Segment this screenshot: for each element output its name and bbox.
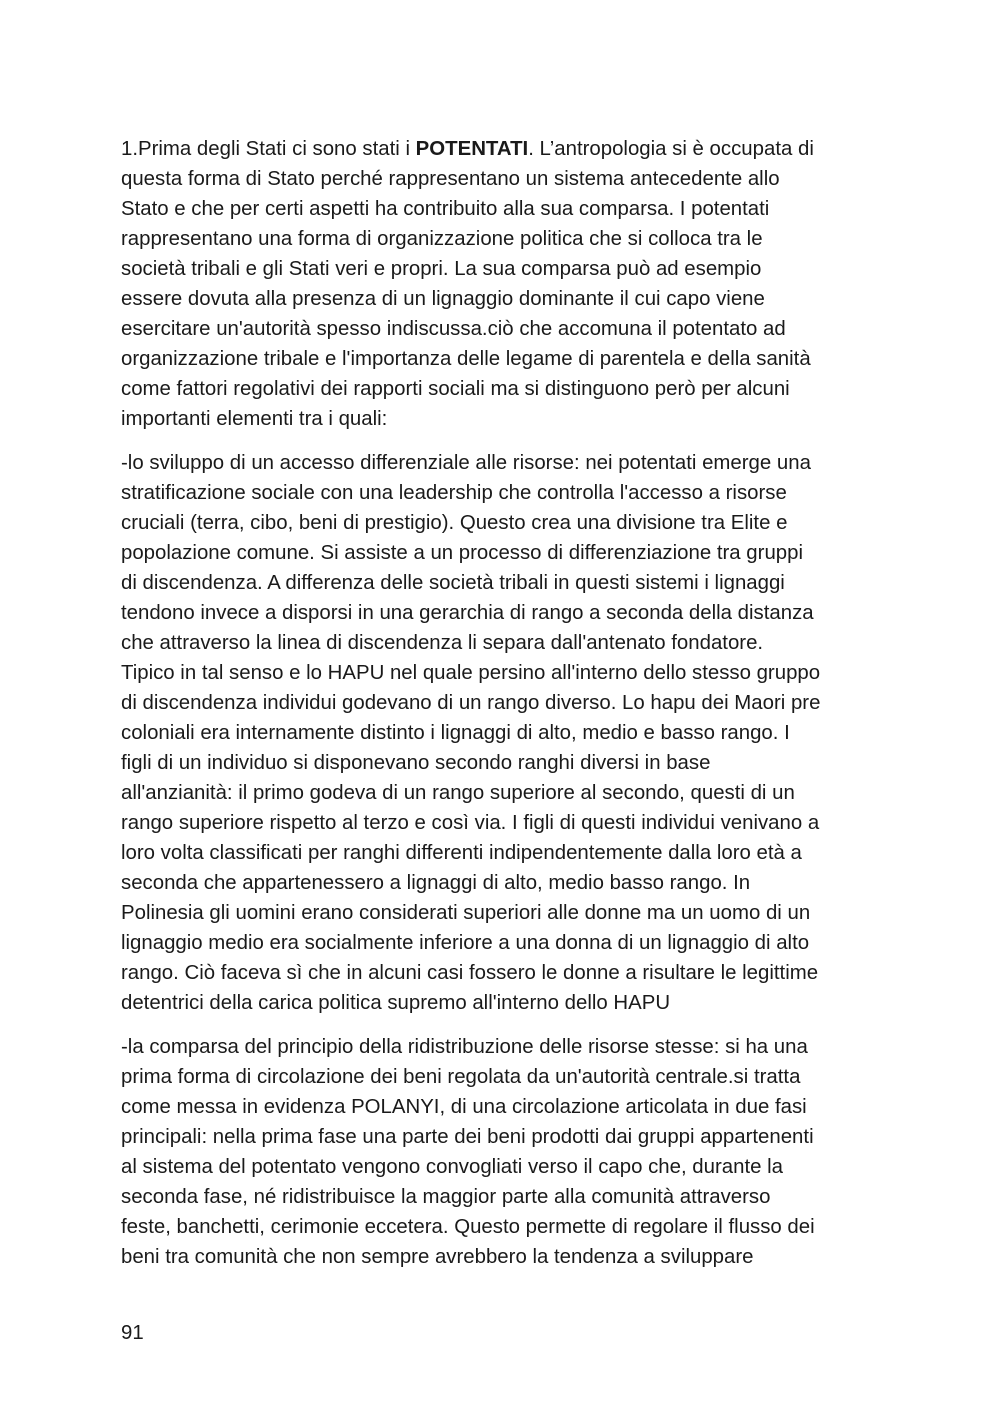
- paragraph-line: rango. Ciò faceva sì che in alcuni casi fossero le donne a risultare le legittime: [121, 962, 819, 984]
- paragraph-line: beni tra comunità che non sempre avrebbero la tendenza a sviluppare: [121, 1246, 754, 1268]
- paragraph-line: tendono invece a disporsi in una gerarchia di rango a seconda della distanza: [121, 602, 814, 624]
- paragraph-line: al sistema del potentato vengono convogliati verso il capo che, durante la: [121, 1156, 783, 1178]
- text-run: . L’antropologia si è occupata di: [528, 138, 814, 160]
- document-page: [121, 134, 885, 1286]
- paragraph-line: di discendenza. A differenza delle società tribali in questi sistemi i lignaggi: [121, 572, 785, 594]
- paragraph-ridistribuzione: [121, 1032, 885, 1272]
- paragraph-line: Tipico in tal senso e lo HAPU nel quale persino all'interno dello stesso gruppo: [121, 662, 821, 684]
- paragraph-line: società tribali e gli Stati veri e propri. La sua comparsa può ad esempio: [121, 258, 762, 280]
- paragraph-line: che attraverso la linea di discendenza li separa dall'antenato fondatore.: [121, 632, 764, 654]
- paragraph-line: di discendenza individui godevano di un rango diverso. Lo hapu dei Maori pre: [121, 692, 821, 714]
- paragraph-line: principali: nella prima fase una parte dei beni prodotti dai gruppi appartenenti: [121, 1126, 814, 1148]
- paragraph-line: loro volta classificati per ranghi differenti indipendentemente dalla loro età a: [121, 842, 802, 864]
- paragraph-potentati-intro: [121, 134, 885, 434]
- paragraph-line: come messa in evidenza POLANYI, di una circolazione articolata in due fasi: [121, 1096, 807, 1118]
- paragraph-line: questa forma di Stato perché rappresentano un sistema antecedente allo: [121, 168, 780, 190]
- paragraph-line: seconda fase, né ridistribuisce la maggior parte alla comunità attraverso: [121, 1186, 771, 1208]
- paragraph-line: importanti elementi tra i quali:: [121, 408, 388, 430]
- paragraph-line: -la comparsa del principio della ridistribuzione delle risorse stesse: si ha una: [121, 1036, 808, 1058]
- paragraph-line: come fattori regolativi dei rapporti sociali ma si distinguono però per alcuni: [121, 378, 790, 400]
- paragraph-line: lignaggio medio era socialmente inferiore a una donna di un lignaggio di alto: [121, 932, 810, 954]
- paragraph-line: detentrici della carica politica supremo all'interno dello HAPU: [121, 992, 671, 1014]
- paragraph-line: figli di un individuo si disponevano secondo ranghi diversi in base: [121, 752, 711, 774]
- paragraph-line: essere dovuta alla presenza di un lignaggio dominante il cui capo viene: [121, 288, 765, 310]
- paragraph-line: seconda che appartenessero a lignaggi di alto, medio basso rango. In: [121, 872, 751, 894]
- paragraph-line: rappresentano una forma di organizzazione politica che si colloca tra le: [121, 228, 763, 250]
- paragraph-line: rango superiore rispetto al terzo e così via. I figli di questi individui venivano a: [121, 812, 820, 834]
- bold-term-potentati: POTENTATI: [415, 138, 529, 160]
- paragraph-line: prima forma di circolazione dei beni regolata da un'autorità centrale.si tratta: [121, 1066, 801, 1088]
- paragraph-line: organizzazione tribale e l'importanza delle legame di parentela e della sanità: [121, 348, 811, 370]
- paragraph-line: popolazione comune. Si assiste a un processo di differenziazione tra gruppi: [121, 542, 803, 564]
- paragraph-line: -lo sviluppo di un accesso differenziale alle risorse: nei potentati emerge una: [121, 452, 811, 474]
- paragraph-line: [121, 134, 885, 164]
- page-number: 91: [121, 1322, 144, 1344]
- paragraph-line: esercitare un'autorità spesso indiscussa.ciò che accomuna il potentato ad: [121, 318, 786, 340]
- text-run: 1.Prima degli Stati ci sono stati i: [121, 138, 416, 160]
- paragraph-accesso-differenziale: [121, 448, 885, 1018]
- paragraph-line: Polinesia gli uomini erano considerati superiori alle donne ma un uomo di un: [121, 902, 811, 924]
- paragraph-line: coloniali era internamente distinto i lignaggi di alto, medio e basso rango. I: [121, 722, 790, 744]
- paragraph-line: all'anzianità: il primo godeva di un rango superiore al secondo, questi di un: [121, 782, 795, 804]
- paragraph-line: Stato e che per certi aspetti ha contribuito alla sua comparsa. I potentati: [121, 198, 770, 220]
- paragraph-line: feste, banchetti, cerimonie eccetera. Questo permette di regolare il flusso dei: [121, 1216, 815, 1238]
- paragraph-line: stratificazione sociale con una leadership che controlla l'accesso a risorse: [121, 482, 787, 504]
- paragraph-line: cruciali (terra, cibo, beni di prestigio). Questo crea una divisione tra Elite e: [121, 512, 788, 534]
